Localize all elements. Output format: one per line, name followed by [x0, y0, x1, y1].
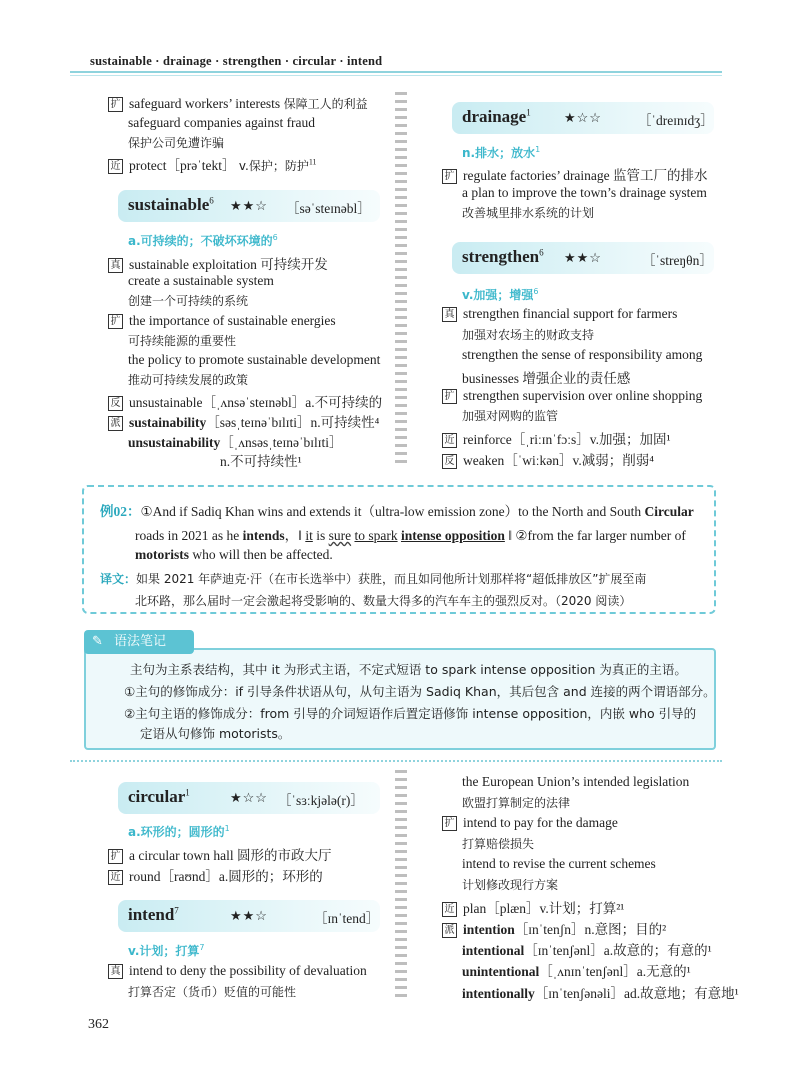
entry-line: 欧盟打算制定的法律: [462, 796, 571, 810]
entry-line: unsustainability［ˌʌnsəsˌteɪnəˈbɪlɪti］: [128, 435, 343, 450]
tag-icon: 派: [108, 416, 123, 431]
entry-line: 真 intend to deny the possibility of devaluation: [108, 963, 367, 979]
tag-icon: 近: [108, 870, 123, 885]
entry-line: 加强对农场主的财政支持: [462, 328, 595, 342]
headword-circular: circular$^1$ ★☆☆ ［ˈsɜːkjələ(r)］: [118, 782, 380, 814]
tag-icon: 扩: [108, 849, 123, 864]
entry-line: 推动可持续发展的政策: [128, 373, 249, 387]
entry-line: 改善城里排水系统的计划: [462, 206, 595, 220]
tag-icon: 近: [442, 433, 457, 448]
grammar-line-2: ①主句的修饰成分：if 引导条件状语从句，从句主语为 Sadiq Khan，其后包含 and 连接的两个谓语部分。: [124, 684, 716, 699]
entry-line: 创建一个可持续的系统: [128, 294, 249, 308]
entry-line: safeguard companies against fraud: [128, 115, 316, 130]
tag-icon: 近: [108, 159, 123, 174]
entry-line: 扩 regulate factories’ drainage 监管工厂的排水: [442, 164, 708, 184]
entry-line: 反 weaken［ˈwiːkən］v.减弱；削弱⁴: [442, 449, 654, 469]
tag-icon: 真: [442, 307, 457, 322]
grammar-note-label: ✎ 语法笔记: [84, 630, 194, 654]
tag-icon: 近: [442, 902, 457, 917]
tag-icon: 真: [108, 258, 123, 273]
star-rating: ★★☆: [230, 198, 268, 213]
headword-intend: intend$^7$ ★★☆ ［ɪnˈtend］: [118, 900, 380, 932]
grammar-line-1: 主句为主系表结构，其中 it 为形式主语，不定式短语 to spark intense opposition 为真正的主语。: [130, 662, 687, 677]
headword-drainage: drainage$^1$ ★☆☆ ［ˈdreɪnɪdʒ］: [452, 102, 714, 134]
entry-line: 可持续能源的重要性: [128, 334, 237, 348]
tag-icon: 真: [108, 964, 123, 979]
entry-line: the European Union’s intended legislation: [462, 774, 690, 789]
star-rating: ★☆☆: [564, 110, 602, 125]
running-header: sustainable · drainage · strengthen · circular · intend: [90, 54, 383, 68]
grammar-line-4: 定语从句修饰 motorists。: [140, 726, 291, 741]
entry-line: intentional［ɪnˈtenʃənl］a.故意的；有意的¹: [462, 943, 712, 958]
entry-line: 近 round［raʊnd］a.圆形的；环形的: [108, 865, 323, 885]
part-of-speech: v.加强；增强$^6$: [462, 287, 539, 302]
headword-sustainable: sustainable$^6$ ★★☆ ［səˈsteɪnəbl］: [118, 190, 380, 222]
entry-line: 近 reinforce［ˌriːɪnˈfɔːs］v.加强；加固¹: [442, 428, 671, 448]
entry-line: businesses 增强企业的责任感: [462, 371, 631, 386]
entry-line: create a sustainable system: [128, 273, 274, 288]
entry-line: n.不可持续性¹: [220, 454, 302, 469]
example-line-3: motorists who will then be affected.: [135, 547, 333, 562]
entry-line: 扩 safeguard workers’ interests 保障工人的利益: [108, 95, 368, 112]
part-of-speech: n.排水；放水$^1$: [462, 145, 541, 160]
entry-line: 扩 the importance of sustainable energies: [108, 313, 336, 329]
star-rating: ★★☆: [564, 250, 602, 265]
phonetic: ［ˈsɜːkjələ(r)］: [278, 793, 364, 808]
entry-line: 反 unsustainable［ˌʌnsəˈsteɪnəbl］a.不可持续的: [108, 391, 382, 411]
tag-icon: 反: [108, 396, 123, 411]
page-number: 362: [88, 1017, 109, 1032]
entry-line: 派 sustainability［səsˌteɪnəˈbɪlɪti］n.可持续性⁴: [108, 411, 379, 431]
entry-line: intentionally［ɪnˈtenʃənəli］ad.故意地；有意地¹: [462, 986, 739, 1001]
entry-line: 加强对网购的监管: [462, 409, 559, 423]
entry-line: 打算赔偿损失: [462, 837, 535, 851]
headword-strengthen: strengthen$^6$ ★★☆ ［ˈstreŋθn］: [452, 242, 714, 274]
entry-line: 近 plan［plæn］v.计划；打算²¹: [442, 897, 624, 917]
entry-line: intend to revise the current schemes: [462, 856, 656, 871]
phonetic: ［ɪnˈtend］: [314, 911, 380, 926]
section-separator: [70, 760, 722, 762]
star-rating: ★★☆: [230, 908, 268, 923]
phonetic: ［ˈdreɪnɪdʒ］: [638, 113, 714, 128]
column-divider-top: [395, 92, 407, 467]
star-rating: ★☆☆: [230, 790, 268, 805]
tag-icon: 反: [442, 454, 457, 469]
translation-line-2: 北环路，那么届时一定会激起将受影响的、数量大得多的汽车车主的强烈反对。（2020 阅读）: [135, 594, 632, 608]
tag-icon: 派: [442, 923, 457, 938]
tag-icon: 扩: [442, 816, 457, 831]
entry-line: 扩 intend to pay for the damage: [442, 815, 618, 831]
tag-icon: 扩: [442, 169, 457, 184]
part-of-speech: a.环形的；圆形的$^1$: [128, 824, 230, 839]
entry-line: 扩 strengthen supervision over online shopping: [442, 388, 702, 404]
entry-line: the policy to promote sustainable development: [128, 352, 381, 367]
header-rule-thin: [70, 75, 722, 76]
entry-line: 打算否定（货币）贬值的可能性: [128, 985, 297, 999]
entry-line: 计划修改现行方案: [462, 878, 559, 892]
entry-line: 扩 a circular town hall 圆形的市政大厅: [108, 844, 331, 864]
tag-icon: 扩: [108, 314, 123, 329]
entry-line: 近 protect［prəˈtekt］ v.保护；防护$^{11}$: [108, 154, 317, 174]
entry-line: 派 intention［ɪnˈtenʃn］n.意图；目的²: [442, 918, 666, 938]
tag-icon: 扩: [442, 389, 457, 404]
translation-line-1: 译文：如果 2021 年萨迪克·汗（在市长选举中）获胜，而且如同他所计划那样将“超低排放区”扩展至南: [100, 572, 647, 586]
part-of-speech: v.计划；打算$^7$: [128, 943, 205, 958]
entry-line: a plan to improve the town’s drainage system: [462, 185, 707, 200]
pen-icon: ✎: [92, 634, 103, 649]
entry-line: 保护公司免遭诈骗: [128, 136, 225, 150]
tag-icon: 扩: [108, 97, 123, 112]
entry-line: 真 sustainable exploitation 可持续开发: [108, 253, 328, 273]
column-divider-bottom: [395, 770, 407, 1002]
entry-line: 真 strengthen financial support for farmers: [442, 306, 677, 322]
phonetic: ［səˈsteɪnəbl］: [286, 201, 371, 216]
part-of-speech: a.可持续的；不破坏环境的$^6$: [128, 233, 278, 248]
entry-line: unintentional［ˌʌnɪnˈtenʃənl］a.无意的¹: [462, 964, 691, 979]
example-line-1: 例02：①And if Sadiq Khan wins and extends it（ultra-low emission zone）to the North and South Circular: [100, 504, 694, 519]
header-rule: [70, 71, 722, 73]
phonetic: ［ˈstreŋθn］: [642, 253, 713, 268]
grammar-line-3: ②主句主语的修饰成分：from 引导的介词短语作后置定语修饰 intense opposition，内嵌 who 引导的: [124, 706, 697, 721]
example-line-2: roads in 2021 as he intends，‖ it is sure to spark intense opposition ‖ ②from the far larger number of: [135, 528, 686, 543]
entry-line: strengthen the sense of responsibility among: [462, 347, 703, 362]
